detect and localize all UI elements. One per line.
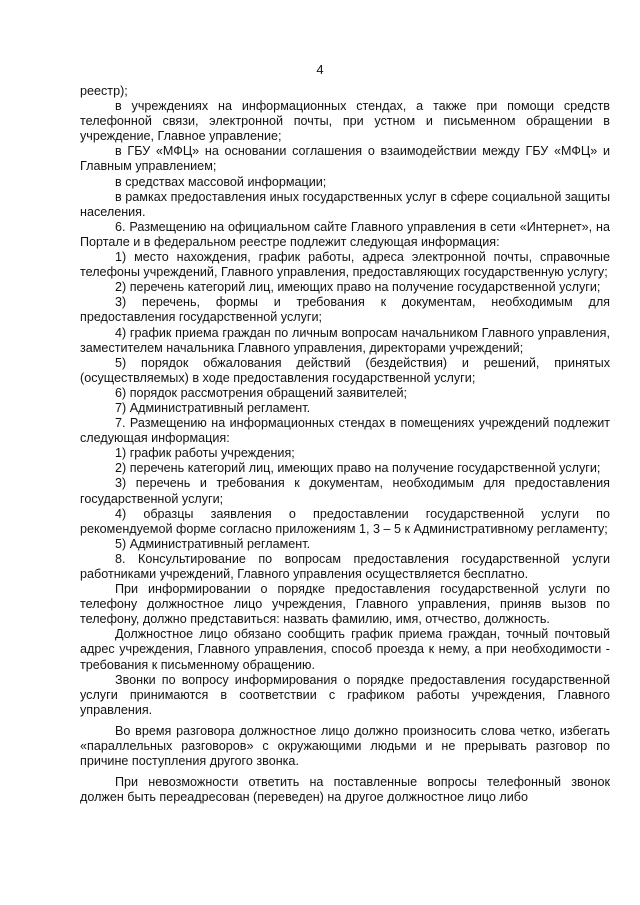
document-body xyxy=(80,84,610,805)
paragraph: 1) график работы учреждения; xyxy=(115,446,295,461)
paragraph: 4) образцы заявления о предоставлении государственной услуги по рекомендуемой форме согласно приложениям 1, 3 – 5 к Административному регламенту; xyxy=(80,506,610,536)
paragraph: в учреждениях на информационных стендах, а также при помощи средств телефонной связи, электронной почты, при устном и письменном обращении в учреждение, Главное управление; xyxy=(80,99,610,144)
paragraph: 4) график приема граждан по личным вопросам начальником Главного управления, заместителем начальника Главного управления, директорами учреждений; xyxy=(80,325,610,355)
paragraph: в средствах массовой информации; xyxy=(115,174,327,189)
paragraph: 2) перечень категорий лиц, имеющих право на получение государственной услуги; xyxy=(115,461,601,476)
paragraph: 5) Административный регламент. xyxy=(115,536,311,551)
paragraph: 2) перечень категорий лиц, имеющих право на получение государственной услуги; xyxy=(115,280,601,295)
paragraph: в рамках предоставления иных государственных услуг в сфере социальной защиты населения. xyxy=(80,189,610,219)
paragraph: 1) место нахождения, график работы, адреса электронной почты, справочные телефоны учреждений, Главного управления, предоставляющих государственную услугу; xyxy=(80,250,610,280)
paragraph: в ГБУ «МФЦ» на основании соглашения о взаимодействии между ГБУ «МФЦ» и Главным управлением; xyxy=(80,144,610,174)
paragraph: 7) Административный регламент. xyxy=(115,400,311,415)
paragraph: 3) перечень и требования к документам, необходимым для предоставления государственной услуги; xyxy=(80,476,610,506)
paragraph: 5) порядок обжалования действий (бездействия) и решений, принятых (осуществляемых) в ходе предоставления государственной услуги; xyxy=(80,355,610,385)
paragraph: Во время разговора должностное лицо должно произносить слова четко, избегать «параллельных разговоров» с окружающими людьми и не прерывать разговор по причине поступления другого звонка. xyxy=(80,723,610,769)
paragraph: Должностное лицо обязано сообщить график приема граждан, точный почтовый адрес учреждения, Главного управления, способ проезда к нему, а при необходимости - требования к письменному обращению. xyxy=(80,627,610,672)
paragraph: 7. Размещению на информационных стендах в помещениях учреждений подлежит следующая информация: xyxy=(80,416,610,446)
paragraph: реестр); xyxy=(80,84,128,98)
paragraph: 6. Размещению на официальном сайте Главного управления в сети «Интернет», на Портале и в федеральном реестре подлежит следующая информация: xyxy=(80,219,610,249)
page-number: 4 xyxy=(316,62,324,77)
paragraph: При невозможности ответить на поставленные вопросы телефонный звонок должен быть переадресован (переведен) на другое должностное лицо либо xyxy=(80,775,610,805)
paragraph: При информировании о порядке предоставления государственной услуги по телефону должностное лицо учреждения, Главного управления, приняв вызов по телефону, должно представиться: назвать фамилию, имя, отчество, должность. xyxy=(80,582,610,627)
paragraph: 3) перечень, формы и требования к документам, необходимым для предоставления государственной услуги; xyxy=(80,295,610,325)
paragraph: Звонки по вопросу информирования о порядке предоставления государственной услуги принимаются в соответствии с графиком работы учреждения, Главного управления. xyxy=(80,672,610,717)
paragraph: 8. Консультирование по вопросам предоставления государственной услуги работниками учреждений, Главного управления осуществляется бесплатно. xyxy=(80,551,610,581)
paragraph: 6) порядок рассмотрения обращений заявителей; xyxy=(115,385,408,400)
